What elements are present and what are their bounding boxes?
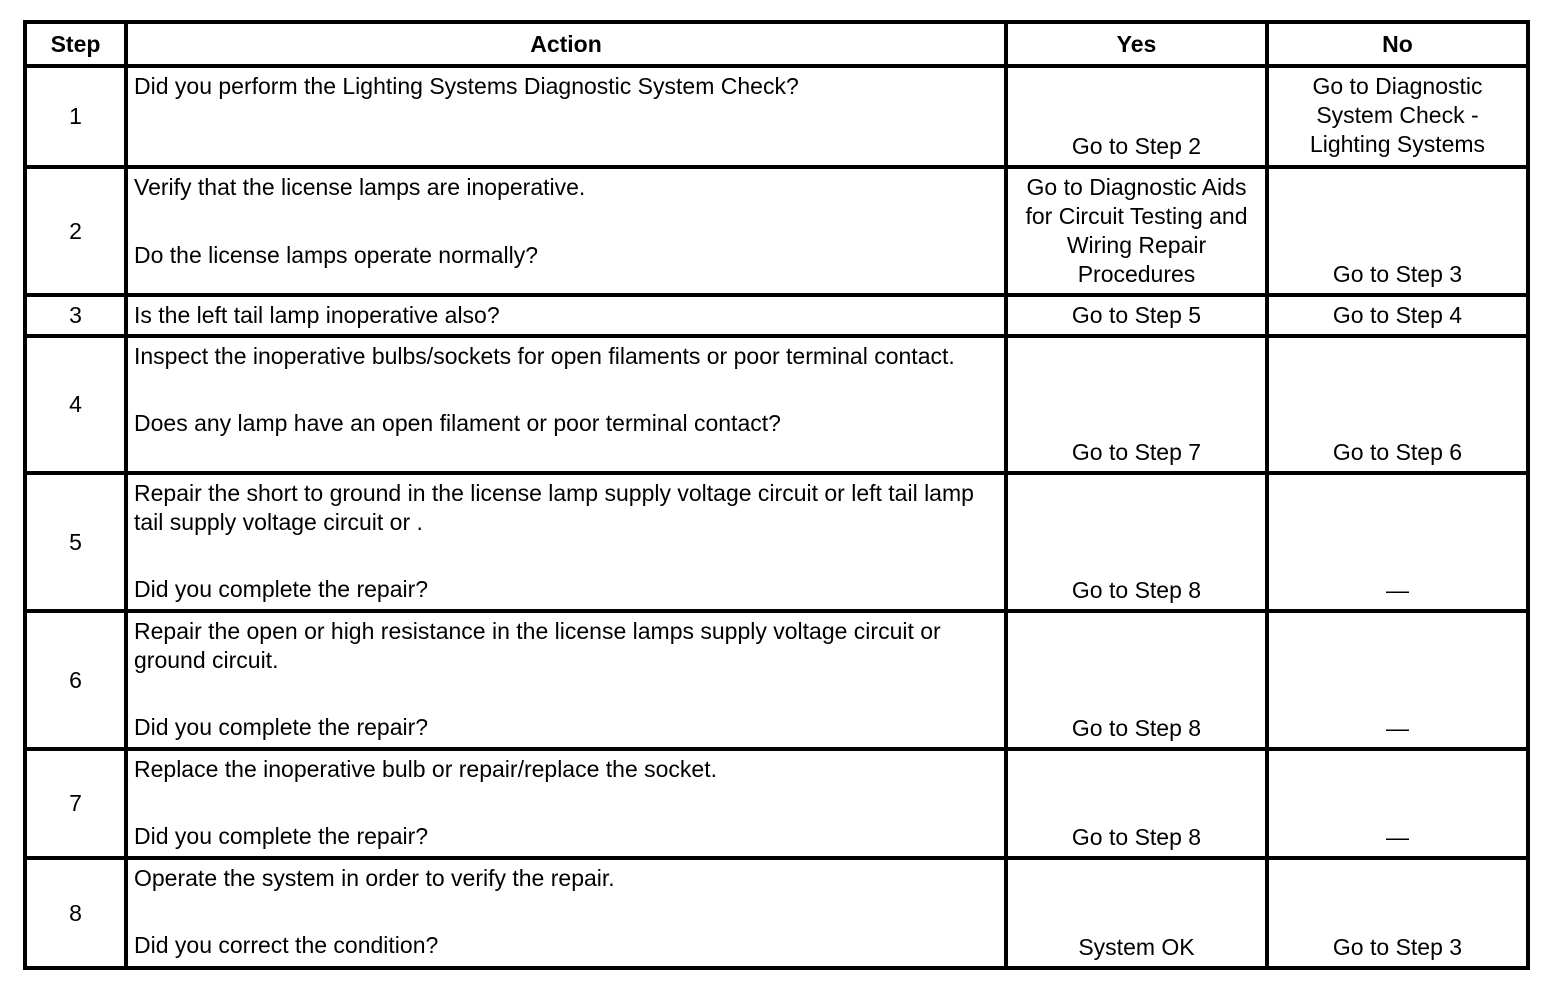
table-row: [25, 749, 1528, 858]
table-row: [25, 473, 1528, 611]
action-question: Did you complete the repair?: [134, 576, 429, 602]
yes-cell: [1006, 66, 1267, 167]
header-action: Action: [126, 22, 1006, 66]
yes-result: Go to Step 7: [1071, 439, 1202, 465]
action-instruction: Replace the inoperative bulb or repair/replace the socket.: [134, 756, 718, 782]
table-row: [25, 295, 1528, 336]
header-row: [25, 22, 1528, 66]
no-result: —: [1386, 824, 1409, 850]
table-row: [25, 858, 1528, 968]
yes-cell: [1006, 611, 1267, 749]
header-step: Step: [25, 22, 126, 66]
yes-result: Go to Step 2: [1071, 133, 1202, 159]
action-cell: [126, 295, 1006, 336]
action-cell: [126, 336, 1006, 473]
action-cell: [126, 858, 1006, 968]
action-instruction: Inspect the inoperative bulbs/sockets for open filaments or poor terminal contact.: [134, 343, 955, 369]
table-row: [25, 167, 1528, 295]
action-cell: [126, 473, 1006, 611]
yes-result: System OK: [1078, 934, 1195, 960]
table-row: [25, 66, 1528, 167]
header-yes: Yes: [1006, 22, 1267, 66]
no-cell: [1267, 66, 1528, 167]
action-instruction: Verify that the license lamps are inoperative.: [134, 174, 586, 200]
action-cell: [126, 167, 1006, 295]
no-result: Go to Diagnostic System Check - Lighting Systems: [1309, 73, 1486, 157]
yes-cell: [1006, 473, 1267, 611]
yes-cell: [1006, 858, 1267, 968]
yes-cell: [1006, 336, 1267, 473]
yes-result: Go to Step 5: [1071, 302, 1202, 328]
action-instruction: Operate the system in order to verify the repair.: [134, 865, 615, 891]
yes-cell: [1006, 749, 1267, 858]
no-cell: [1267, 749, 1528, 858]
no-cell: [1267, 295, 1528, 336]
no-result: Go to Step 3: [1332, 261, 1463, 287]
step-number: 6: [25, 611, 126, 749]
step-number: 3: [25, 295, 126, 336]
step-number: 2: [25, 167, 126, 295]
yes-cell: [1006, 167, 1267, 295]
no-cell: [1267, 167, 1528, 295]
step-number: 8: [25, 858, 126, 968]
no-result: Go to Step 4: [1332, 302, 1463, 328]
yes-result: Go to Step 8: [1071, 715, 1202, 741]
action-instruction: Repair the open or high resistance in the license lamps supply voltage circuit or ground circuit.: [134, 618, 941, 673]
table-row: [25, 611, 1528, 749]
action-question: Do the license lamps operate normally?: [134, 242, 538, 268]
action-instruction: Repair the short to ground in the license lamp supply voltage circuit or left tail lamp tail supply voltage circuit or .: [134, 480, 974, 535]
no-cell: [1267, 611, 1528, 749]
action-instruction: Is the left tail lamp inoperative also?: [134, 302, 500, 328]
no-cell: [1267, 858, 1528, 968]
diagnostic-table: [23, 20, 1530, 970]
action-question: Did you complete the repair?: [134, 823, 429, 849]
no-result: —: [1386, 715, 1409, 741]
yes-result: Go to Step 8: [1071, 824, 1202, 850]
table-row: [25, 336, 1528, 473]
yes-result: Go to Diagnostic Aids for Circuit Testing and Wiring Repair Procedures: [1025, 174, 1248, 287]
action-instruction: Did you perform the Lighting Systems Diagnostic System Check?: [134, 73, 799, 99]
step-number: 1: [25, 66, 126, 167]
action-cell: [126, 611, 1006, 749]
header-no: No: [1267, 22, 1528, 66]
no-result: Go to Step 3: [1332, 934, 1463, 960]
action-cell: [126, 66, 1006, 167]
no-result: —: [1386, 577, 1409, 603]
step-number: 4: [25, 336, 126, 473]
action-question: Did you correct the condition?: [134, 932, 439, 958]
action-question: Does any lamp have an open filament or poor terminal contact?: [134, 410, 781, 436]
no-result: Go to Step 6: [1332, 439, 1463, 465]
step-number: 7: [25, 749, 126, 858]
no-cell: [1267, 336, 1528, 473]
step-number: 5: [25, 473, 126, 611]
action-cell: [126, 749, 1006, 858]
yes-cell: [1006, 295, 1267, 336]
yes-result: Go to Step 8: [1071, 577, 1202, 603]
action-question: Did you complete the repair?: [134, 714, 429, 740]
no-cell: [1267, 473, 1528, 611]
